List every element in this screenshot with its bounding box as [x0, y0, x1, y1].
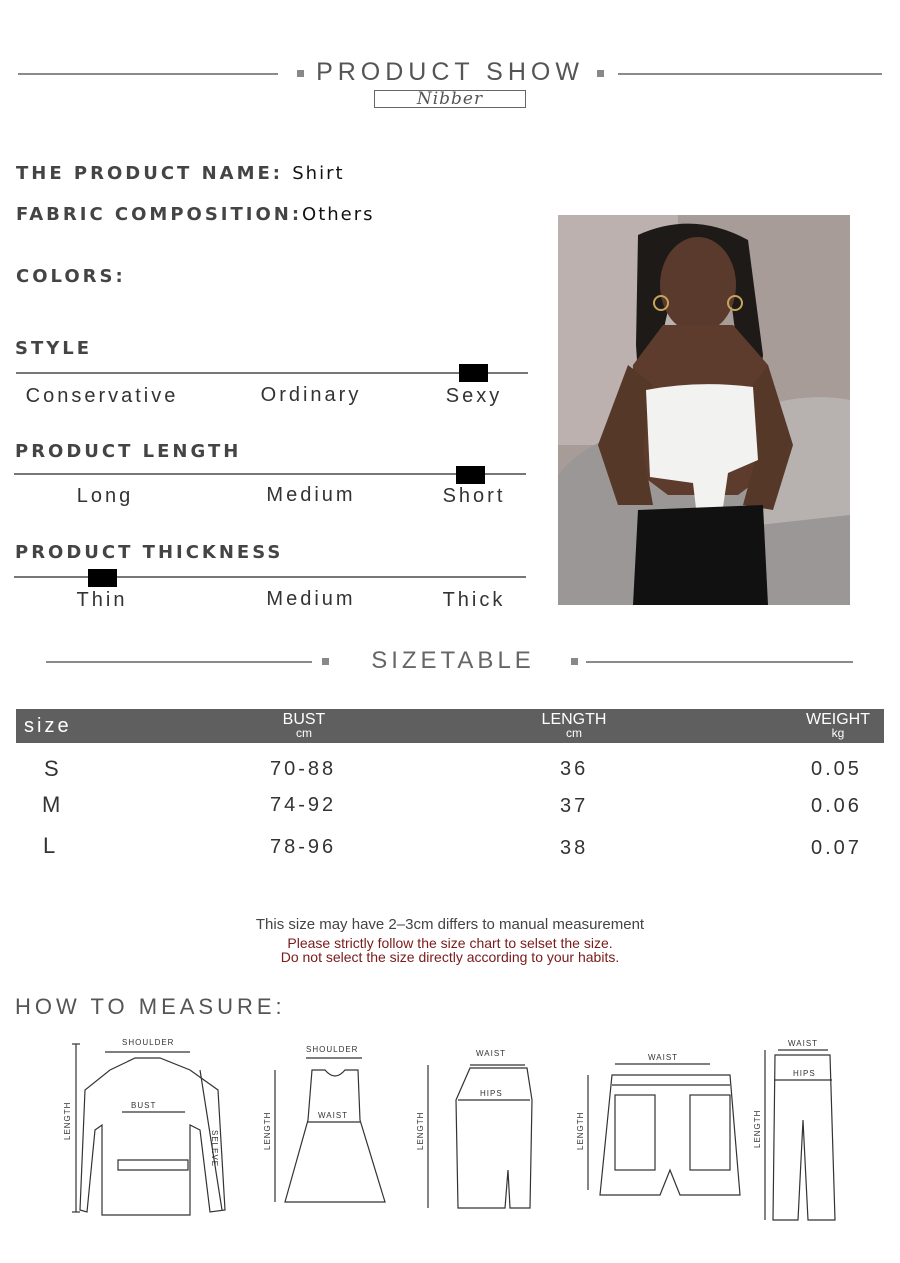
style-option-sexy: Sexy [445, 385, 503, 407]
length-title: PRODUCT LENGTH [15, 441, 242, 462]
style-option-ordinary: Ordinary [260, 384, 362, 406]
col-bust [254, 713, 354, 739]
length-option-long: Long [76, 485, 134, 507]
product-photo [558, 215, 850, 605]
label-shoulder-2: SHOULDER [306, 1045, 359, 1054]
size-table-header [16, 709, 884, 743]
col-length-label: LENGTH [541, 711, 607, 728]
fabric-value: Others [302, 204, 375, 225]
fabric-label: FABRIC COMPOSITION: [16, 204, 303, 225]
label-hips-2: HIPS [793, 1069, 816, 1078]
row-s-weight: 0.05 [811, 758, 862, 780]
label-shoulder-1: SHOULDER [122, 1038, 175, 1047]
size-warning-1: Please strictly follow the size chart to selset the size. [287, 935, 613, 951]
style-option-conservative: Conservative [25, 385, 179, 407]
label-hips-1: HIPS [480, 1089, 503, 1098]
label-selve: SELEVE [210, 1130, 219, 1168]
size-note: This size may have 2–3cm differs to manual measurement [255, 916, 645, 933]
row-l-bust: 78-96 [270, 836, 337, 858]
style-marker [459, 364, 488, 382]
col-length-unit: cm [566, 726, 582, 740]
row-m-size: M [42, 792, 64, 817]
row-l-length: 38 [560, 837, 589, 859]
thickness-title: PRODUCT THICKNESS [15, 542, 284, 563]
measure-title: HOW TO MEASURE: [15, 994, 286, 1019]
col-weight-unit: kg [831, 726, 845, 740]
row-m-weight: 0.06 [811, 795, 862, 817]
thickness-option-medium: Medium [266, 588, 356, 610]
label-length-4: LENGTH [576, 1111, 585, 1150]
product-name-label: THE PRODUCT NAME: [16, 163, 293, 184]
col-weight-label: WEIGHT [806, 711, 870, 728]
style-scale-line [16, 372, 528, 374]
label-waist-1: WAIST [318, 1111, 349, 1120]
label-bust: BUST [131, 1101, 157, 1110]
label-waist-4: WAIST [788, 1039, 819, 1048]
colors-label: COLORS: [16, 266, 126, 287]
header-line-right [618, 73, 882, 75]
model-illustration [558, 215, 850, 605]
row-m-length: 37 [560, 795, 589, 817]
label-length-5: LENGTH [753, 1109, 762, 1148]
product-name-row [16, 163, 345, 184]
label-length-1: LENGTH [63, 1101, 72, 1140]
sizetable-line-right [586, 661, 853, 663]
col-weight [788, 713, 888, 739]
sizetable-title: SIZETABLE [371, 647, 535, 674]
row-s-size: S [44, 756, 62, 781]
measure-diagrams [40, 1030, 890, 1230]
fabric-row [16, 204, 375, 225]
length-option-short: Short [442, 485, 506, 507]
row-l-size: L [43, 833, 59, 858]
header-square-right [597, 70, 604, 77]
col-bust-unit: cm [296, 726, 312, 740]
brand-label: Nibber [374, 90, 526, 108]
label-waist-2: WAIST [476, 1049, 507, 1058]
label-length-2: LENGTH [263, 1111, 272, 1150]
row-s-bust: 70-88 [270, 758, 337, 780]
thickness-option-thin: Thin [76, 589, 128, 611]
thickness-marker [88, 569, 117, 587]
label-length-3: LENGTH [416, 1111, 425, 1150]
length-option-medium: Medium [266, 484, 356, 506]
col-bust-label: BUST [282, 711, 326, 728]
sizetable-square-right [571, 658, 578, 665]
col-length [524, 713, 624, 739]
product-name-value: Shirt [292, 163, 345, 184]
style-title: STYLE [15, 338, 93, 359]
length-scale-line [14, 473, 526, 475]
row-l-weight: 0.07 [811, 837, 862, 859]
row-s-length: 36 [560, 758, 589, 780]
size-warning-2: Do not select the size directly according to your habits. [280, 949, 620, 965]
page-title: PRODUCT SHOW [316, 58, 584, 86]
thickness-option-thick: Thick [442, 589, 506, 611]
row-m-bust: 74-92 [270, 794, 337, 816]
label-waist-3: WAIST [648, 1053, 679, 1062]
col-size-label: size [24, 715, 72, 737]
length-marker [456, 466, 485, 484]
